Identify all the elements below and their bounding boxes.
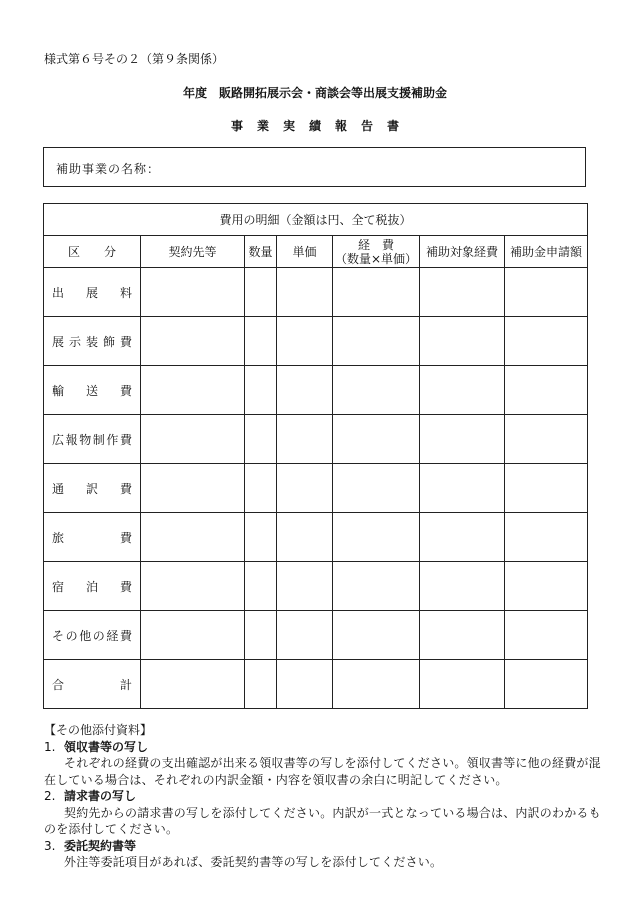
- row-label-cell: [44, 513, 141, 562]
- eligible-cell[interactable]: [420, 268, 505, 317]
- table-caption: 費用の明細（金額は円、全て税抜）: [44, 204, 588, 236]
- table-row: [44, 268, 588, 317]
- row-label-cell: [44, 660, 141, 709]
- requested-cell[interactable]: [505, 464, 588, 513]
- item-number: 3.: [44, 838, 56, 853]
- quantity-cell[interactable]: [245, 562, 277, 611]
- item-body: 契約先からの請求書の写しを添付してください。内訳が一式となっている場合は、内訳のわかるものを添付してください。: [44, 805, 601, 836]
- quantity-cell[interactable]: [245, 317, 277, 366]
- expense-header-line1: 経 費: [357, 237, 394, 252]
- quantity-cell[interactable]: [245, 611, 277, 660]
- item-number: 1.: [44, 739, 56, 754]
- attachments-heading: 【その他添付資料】: [44, 723, 153, 737]
- table-row: [44, 562, 588, 611]
- eligible-cell[interactable]: [420, 611, 505, 660]
- column-header-eligible: 補助対象経費: [420, 236, 505, 268]
- requested-cell[interactable]: [505, 562, 588, 611]
- table-row: [44, 317, 588, 366]
- expense-cell[interactable]: [333, 562, 420, 611]
- unit-price-cell[interactable]: [277, 268, 333, 317]
- requested-cell[interactable]: [505, 660, 588, 709]
- item-title: 請求書の写し: [64, 789, 137, 803]
- expense-cell[interactable]: [333, 366, 420, 415]
- contractor-cell[interactable]: [141, 415, 245, 464]
- item-title: 委託契約書等: [64, 838, 137, 853]
- requested-cell[interactable]: [505, 317, 588, 366]
- eligible-cell[interactable]: [420, 366, 505, 415]
- contractor-cell[interactable]: [141, 611, 245, 660]
- row-label: 旅費: [52, 530, 132, 545]
- requested-cell[interactable]: [505, 366, 588, 415]
- row-label: 広報物制作費: [52, 432, 132, 447]
- unit-price-cell[interactable]: [277, 611, 333, 660]
- row-label: 宿泊費: [52, 579, 132, 594]
- row-label-cell: [44, 611, 141, 660]
- document-title: 年度 販路開拓展示会・商談会等出展支援補助金: [182, 86, 447, 100]
- eligible-cell[interactable]: [420, 660, 505, 709]
- column-header-unit-price: 単価: [277, 236, 333, 268]
- form-number: 様式第６号その２（第９条関係）: [44, 52, 225, 66]
- row-label-cell: [44, 268, 141, 317]
- unit-price-cell[interactable]: [277, 464, 333, 513]
- table-row: [44, 415, 588, 464]
- table-row: [44, 611, 588, 660]
- unit-price-cell[interactable]: [277, 660, 333, 709]
- eligible-cell[interactable]: [420, 562, 505, 611]
- attachment-item: [44, 788, 604, 838]
- row-label: 合計: [52, 677, 132, 692]
- column-header-category: 区 分: [44, 236, 141, 268]
- column-header-contractor: 契約先等: [141, 236, 245, 268]
- requested-cell[interactable]: [505, 268, 588, 317]
- row-label: その他の経費: [52, 628, 132, 643]
- row-label: 出展料: [52, 285, 132, 300]
- contractor-cell[interactable]: [141, 660, 245, 709]
- eligible-cell[interactable]: [420, 317, 505, 366]
- requested-cell[interactable]: [505, 415, 588, 464]
- eligible-cell[interactable]: [420, 513, 505, 562]
- table-row: [44, 464, 588, 513]
- item-number: 2.: [44, 789, 56, 803]
- expense-cell[interactable]: [333, 464, 420, 513]
- row-label-cell: [44, 366, 141, 415]
- attachment-item: [44, 838, 604, 871]
- quantity-cell[interactable]: [245, 366, 277, 415]
- quantity-cell[interactable]: [245, 268, 277, 317]
- contractor-cell[interactable]: [141, 366, 245, 415]
- item-body: それぞれの経費の支出確認が出来る領収書等の写しを添付してください。領収書等に他の経費が混在している場合は、それぞれの内訳金額・内容を領収書の余白に明記してください。: [44, 756, 601, 787]
- row-label-cell: [44, 415, 141, 464]
- unit-price-cell[interactable]: [277, 317, 333, 366]
- expense-cell[interactable]: [333, 513, 420, 562]
- table-row: [44, 366, 588, 415]
- table-row: [44, 513, 588, 562]
- contractor-cell[interactable]: [141, 513, 245, 562]
- expense-cell[interactable]: [333, 415, 420, 464]
- row-label: 通訳費: [52, 481, 132, 496]
- quantity-cell[interactable]: [245, 660, 277, 709]
- requested-cell[interactable]: [505, 513, 588, 562]
- project-name-label: 補助事業の名称：: [56, 162, 161, 176]
- row-label-cell: [44, 562, 141, 611]
- attachment-item: [44, 739, 604, 789]
- quantity-cell[interactable]: [245, 464, 277, 513]
- unit-price-cell[interactable]: [277, 562, 333, 611]
- quantity-cell[interactable]: [245, 415, 277, 464]
- contractor-cell[interactable]: [141, 317, 245, 366]
- expense-header-line2: （数量×単価）: [334, 251, 418, 266]
- column-header-requested: 補助金申請額: [505, 236, 588, 268]
- quantity-cell[interactable]: [245, 513, 277, 562]
- project-name-box: [43, 147, 586, 187]
- unit-price-cell[interactable]: [277, 415, 333, 464]
- eligible-cell[interactable]: [420, 464, 505, 513]
- cost-detail-table: [43, 203, 588, 709]
- column-header-expense: [333, 236, 420, 268]
- unit-price-cell[interactable]: [277, 513, 333, 562]
- column-header-quantity: 数量: [245, 236, 277, 268]
- expense-cell[interactable]: [333, 660, 420, 709]
- document-subtitle: 事業実績報告書: [230, 119, 413, 133]
- table-row-total: [44, 660, 588, 709]
- expense-cell[interactable]: [333, 611, 420, 660]
- unit-price-cell[interactable]: [277, 366, 333, 415]
- expense-cell[interactable]: [333, 268, 420, 317]
- requested-cell[interactable]: [505, 611, 588, 660]
- contractor-cell[interactable]: [141, 464, 245, 513]
- row-label: 輸送費: [52, 383, 132, 398]
- contractor-cell[interactable]: [141, 562, 245, 611]
- row-label: 展示装飾費: [52, 334, 132, 349]
- attachments-section: [44, 722, 604, 871]
- contractor-cell[interactable]: [141, 268, 245, 317]
- item-title: 領収書等の写し: [64, 739, 149, 754]
- eligible-cell[interactable]: [420, 415, 505, 464]
- row-label-cell: [44, 464, 141, 513]
- item-body: 外注等委託項目があれば、委託契約書等の写しを添付してください。: [64, 855, 443, 869]
- row-label-cell: [44, 317, 141, 366]
- expense-cell[interactable]: [333, 317, 420, 366]
